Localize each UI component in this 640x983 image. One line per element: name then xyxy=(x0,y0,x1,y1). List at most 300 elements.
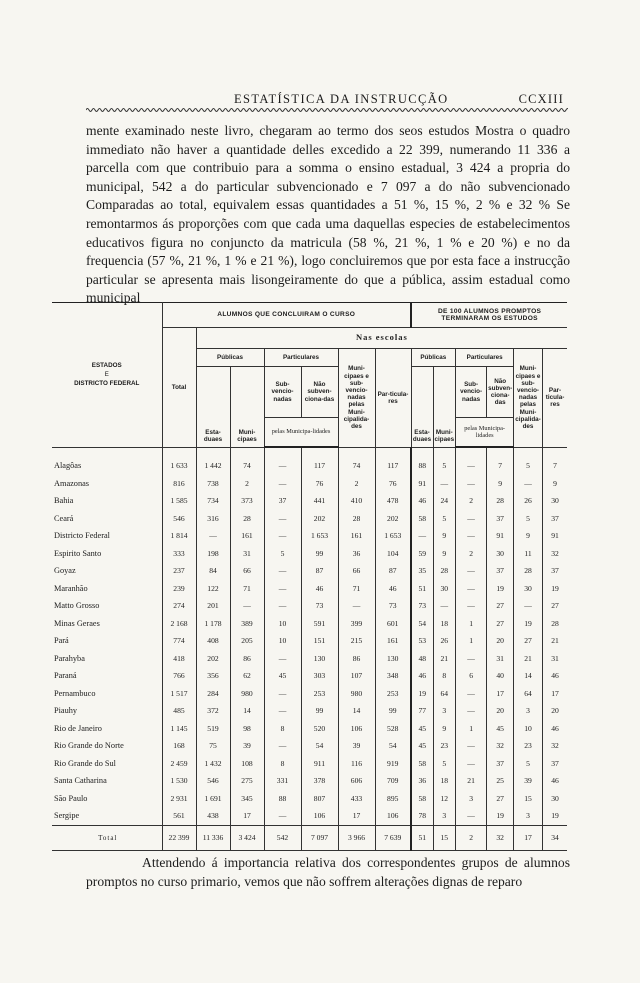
value-cell-muns: 39 xyxy=(338,737,375,755)
value-cell-p-est: — xyxy=(411,527,433,545)
value-cell-mun: 14 xyxy=(230,702,264,720)
value-cell-part: 87 xyxy=(375,562,411,580)
value-cell-muns: 980 xyxy=(338,685,375,703)
value-cell-muns: 399 xyxy=(338,615,375,633)
value-cell-est: 198 xyxy=(196,545,230,563)
value-cell-mun: 39 xyxy=(230,737,264,755)
value-cell-p-sub: — xyxy=(456,510,487,528)
table-row xyxy=(52,667,567,685)
header-subvencionadas: Sub-vencio-nadas xyxy=(264,367,301,418)
value-cell-p-sub: — xyxy=(456,807,487,825)
value-cell-p-part: 32 xyxy=(542,545,567,563)
state-name-cell: Rio Grande do Sul xyxy=(52,755,162,773)
value-cell-nsub: 46 xyxy=(301,580,338,598)
value-cell-sub: 10 xyxy=(264,632,301,650)
value-cell-mun: 373 xyxy=(230,492,264,510)
value-cell-part: 130 xyxy=(375,650,411,668)
value-cell-sub: — xyxy=(264,702,301,720)
value-cell-part: 104 xyxy=(375,545,411,563)
value-cell-nsub: 520 xyxy=(301,720,338,738)
value-cell-p-muns: 3 xyxy=(514,702,543,720)
value-cell-p-part: 37 xyxy=(542,562,567,580)
value-cell-p-est: 59 xyxy=(411,545,433,563)
value-cell-mun: 205 xyxy=(230,632,264,650)
value-cell-muns: 36 xyxy=(338,545,375,563)
value-cell-mun: 74 xyxy=(230,447,264,475)
header-p-subvencionadas: Sub-vencio-nadas xyxy=(456,367,487,418)
state-name-cell: Bahia xyxy=(52,492,162,510)
value-cell-nsub: 202 xyxy=(301,510,338,528)
value-cell-p-muns: 30 xyxy=(514,580,543,598)
table-row xyxy=(52,562,567,580)
value-cell-sub: — xyxy=(264,475,301,493)
value-cell-mun: 98 xyxy=(230,720,264,738)
value-cell-p-mun: 8 xyxy=(433,667,456,685)
state-name-cell: São Paulo xyxy=(52,790,162,808)
table-row xyxy=(52,772,567,790)
value-cell-p-part: 31 xyxy=(542,650,567,668)
value-cell-nsub: 99 xyxy=(301,702,338,720)
value-cell-part: 478 xyxy=(375,492,411,510)
value-cell-part: 348 xyxy=(375,667,411,685)
value-cell-p-sub: — xyxy=(456,527,487,545)
value-cell-muns: 161 xyxy=(338,527,375,545)
value-cell-p-mun: 9 xyxy=(433,720,456,738)
value-cell-mun: 389 xyxy=(230,615,264,633)
value-cell-nsub: 1 653 xyxy=(301,527,338,545)
header-states-line1: ESTADOS xyxy=(91,361,122,369)
value-cell-total: 1 145 xyxy=(162,720,196,738)
value-cell-muns: 17 xyxy=(338,807,375,825)
value-cell-total: 2 459 xyxy=(162,755,196,773)
value-cell-part: 601 xyxy=(375,615,411,633)
value-cell-sub: 37 xyxy=(264,492,301,510)
value-cell-mun: — xyxy=(230,597,264,615)
value-cell-p-nsub: 37 xyxy=(487,510,514,528)
value-cell-p-muns: — xyxy=(514,597,543,615)
value-cell-muns: 3 966 xyxy=(338,825,375,850)
value-cell-p-mun: 9 xyxy=(433,527,456,545)
value-cell-p-nsub: 20 xyxy=(487,632,514,650)
value-cell-nsub: 106 xyxy=(301,807,338,825)
value-cell-nsub: 441 xyxy=(301,492,338,510)
value-cell-part: 919 xyxy=(375,755,411,773)
value-cell-est: 519 xyxy=(196,720,230,738)
value-cell-est: 84 xyxy=(196,562,230,580)
header-p-particulares: Particulares xyxy=(456,349,514,367)
table-head xyxy=(52,303,567,448)
value-cell-p-est: 48 xyxy=(411,650,433,668)
value-cell-mun: 71 xyxy=(230,580,264,598)
value-cell-p-est: 45 xyxy=(411,737,433,755)
table-row xyxy=(52,737,567,755)
state-name-cell: Pará xyxy=(52,632,162,650)
value-cell-est: 75 xyxy=(196,737,230,755)
value-cell-p-muns: 26 xyxy=(514,492,543,510)
state-name-cell: Alagôas xyxy=(52,447,162,475)
value-cell-p-est: 58 xyxy=(411,510,433,528)
state-name-cell: Rio de Janeiro xyxy=(52,720,162,738)
value-cell-p-nsub: 7 xyxy=(487,447,514,475)
value-cell-nsub: 911 xyxy=(301,755,338,773)
value-cell-est: 316 xyxy=(196,510,230,528)
value-cell-total: 2 931 xyxy=(162,790,196,808)
value-cell-nsub: 130 xyxy=(301,650,338,668)
value-cell-est: 1 178 xyxy=(196,615,230,633)
value-cell-p-part: 28 xyxy=(542,615,567,633)
value-cell-p-part: 37 xyxy=(542,510,567,528)
value-cell-part: 253 xyxy=(375,685,411,703)
value-cell-p-mun: 9 xyxy=(433,545,456,563)
value-cell-p-mun: 21 xyxy=(433,650,456,668)
value-cell-p-part: 19 xyxy=(542,807,567,825)
value-cell-est: 372 xyxy=(196,702,230,720)
value-cell-est: 201 xyxy=(196,597,230,615)
value-cell-mun: 31 xyxy=(230,545,264,563)
state-name-cell: Minas Geraes xyxy=(52,615,162,633)
value-cell-muns: 106 xyxy=(338,720,375,738)
value-cell-sub: — xyxy=(264,597,301,615)
value-cell-part: 161 xyxy=(375,632,411,650)
value-cell-p-mun: 3 xyxy=(433,807,456,825)
value-cell-total: 418 xyxy=(162,650,196,668)
table-row xyxy=(52,720,567,738)
value-cell-est: 356 xyxy=(196,667,230,685)
value-cell-p-part: 46 xyxy=(542,772,567,790)
header-p-pelas-municipalidades: pelas Municipa-lidades xyxy=(456,418,514,448)
header-total: Total xyxy=(162,328,196,448)
value-cell-total: 1 633 xyxy=(162,447,196,475)
state-name-cell: Total xyxy=(52,825,162,850)
header-municipaes: Muni-cipaes xyxy=(230,367,264,448)
value-cell-p-sub: — xyxy=(456,475,487,493)
value-cell-p-mun: 5 xyxy=(433,447,456,475)
value-cell-p-est: 45 xyxy=(411,720,433,738)
header-nao-subvencionadas: Não subven-ciona-das xyxy=(301,367,338,418)
value-cell-p-mun: 64 xyxy=(433,685,456,703)
value-cell-p-est: 19 xyxy=(411,685,433,703)
value-cell-p-sub: — xyxy=(456,702,487,720)
value-cell-sub: 5 xyxy=(264,545,301,563)
value-cell-muns: 606 xyxy=(338,772,375,790)
value-cell-p-muns: 14 xyxy=(514,667,543,685)
value-cell-est: 11 336 xyxy=(196,825,230,850)
value-cell-est: 202 xyxy=(196,650,230,668)
value-cell-p-part: 46 xyxy=(542,720,567,738)
value-cell-p-muns: 17 xyxy=(514,825,543,850)
value-cell-muns: 433 xyxy=(338,790,375,808)
value-cell-p-sub: 1 xyxy=(456,720,487,738)
value-cell-total: 274 xyxy=(162,597,196,615)
value-cell-p-est: 51 xyxy=(411,580,433,598)
value-cell-p-part: 46 xyxy=(542,667,567,685)
value-cell-part: 709 xyxy=(375,772,411,790)
value-cell-p-est: 35 xyxy=(411,562,433,580)
value-cell-total: 1 814 xyxy=(162,527,196,545)
header-nas-escolas: Nas escolas xyxy=(196,328,567,349)
value-cell-muns: 74 xyxy=(338,447,375,475)
value-cell-total: 485 xyxy=(162,702,196,720)
value-cell-total: 1 585 xyxy=(162,492,196,510)
value-cell-part: 528 xyxy=(375,720,411,738)
state-name-cell: Piauhy xyxy=(52,702,162,720)
header-municipaes-subvencionadas: Muni-cipaes e sub-vencio-nadas pelas Muni-cipalida-des xyxy=(338,349,375,448)
value-cell-p-est: 88 xyxy=(411,447,433,475)
table-row xyxy=(52,527,567,545)
value-cell-p-mun: — xyxy=(433,597,456,615)
value-cell-p-part: 30 xyxy=(542,492,567,510)
value-cell-p-nsub: 30 xyxy=(487,545,514,563)
value-cell-muns: 107 xyxy=(338,667,375,685)
value-cell-p-mun: 24 xyxy=(433,492,456,510)
value-cell-part: 99 xyxy=(375,702,411,720)
value-cell-p-est: 46 xyxy=(411,667,433,685)
value-cell-mun: 3 424 xyxy=(230,825,264,850)
state-name-cell: Sergipe xyxy=(52,807,162,825)
value-cell-p-part: 27 xyxy=(542,597,567,615)
table-row xyxy=(52,447,567,475)
value-cell-p-sub: — xyxy=(456,755,487,773)
value-cell-p-mun: 23 xyxy=(433,737,456,755)
header-group-concluiram: ALUMNOS QUE CONCLUIRAM O CURSO xyxy=(162,303,411,328)
value-cell-p-muns: 11 xyxy=(514,545,543,563)
value-cell-p-sub: 21 xyxy=(456,772,487,790)
value-cell-p-sub: — xyxy=(456,562,487,580)
value-cell-part: 54 xyxy=(375,737,411,755)
body-paragraph-2: Attendendo á importancia relativa dos correspondentes grupos de alumnos promptos no curso primario, vemos que não soffrem alterações dignas de reparo xyxy=(86,855,570,889)
value-cell-p-nsub: 32 xyxy=(487,825,514,850)
value-cell-p-muns: 39 xyxy=(514,772,543,790)
value-cell-part: 76 xyxy=(375,475,411,493)
header-states xyxy=(52,303,162,448)
value-cell-sub: — xyxy=(264,447,301,475)
value-cell-p-mun: — xyxy=(433,475,456,493)
value-cell-nsub: 807 xyxy=(301,790,338,808)
value-cell-p-muns: 21 xyxy=(514,650,543,668)
value-cell-total: 1 517 xyxy=(162,685,196,703)
running-header xyxy=(86,90,568,112)
header-pelas-municipalidades: pelas Municipa-lidades xyxy=(264,418,338,448)
value-cell-p-muns: 10 xyxy=(514,720,543,738)
header-p-municipaes: Muni-cipaes xyxy=(433,367,456,448)
value-cell-sub: — xyxy=(264,807,301,825)
value-cell-nsub: 54 xyxy=(301,737,338,755)
value-cell-part: 106 xyxy=(375,807,411,825)
value-cell-p-part: 34 xyxy=(542,825,567,850)
table-row xyxy=(52,492,567,510)
value-cell-est: 438 xyxy=(196,807,230,825)
value-cell-muns: 14 xyxy=(338,702,375,720)
value-cell-p-muns: 3 xyxy=(514,807,543,825)
value-cell-nsub: 303 xyxy=(301,667,338,685)
state-name-cell: Districto Federal xyxy=(52,527,162,545)
value-cell-p-est: 91 xyxy=(411,475,433,493)
table-row xyxy=(52,685,567,703)
header-p-municipaes-subvencionadas: Muni-cipaes e sub-vencio-nadas pelas Muni-cipalida-des xyxy=(514,349,543,448)
value-cell-total: 774 xyxy=(162,632,196,650)
value-cell-p-sub: — xyxy=(456,650,487,668)
value-cell-total: 22 399 xyxy=(162,825,196,850)
value-cell-p-sub: — xyxy=(456,597,487,615)
value-cell-p-muns: 15 xyxy=(514,790,543,808)
value-cell-p-mun: 30 xyxy=(433,580,456,598)
value-cell-nsub: 117 xyxy=(301,447,338,475)
value-cell-mun: 108 xyxy=(230,755,264,773)
value-cell-sub: 542 xyxy=(264,825,301,850)
value-cell-est: 284 xyxy=(196,685,230,703)
value-cell-p-est: 54 xyxy=(411,615,433,633)
value-cell-p-nsub: 37 xyxy=(487,562,514,580)
statistics-table xyxy=(52,302,567,851)
value-cell-mun: 2 xyxy=(230,475,264,493)
value-cell-p-mun: 5 xyxy=(433,755,456,773)
value-cell-nsub: 151 xyxy=(301,632,338,650)
value-cell-est: — xyxy=(196,527,230,545)
header-estaduaes: Esta-duaes xyxy=(196,367,230,448)
value-cell-nsub: 87 xyxy=(301,562,338,580)
state-name-cell: Matto Grosso xyxy=(52,597,162,615)
value-cell-p-sub: 1 xyxy=(456,615,487,633)
table-row xyxy=(52,597,567,615)
value-cell-p-nsub: 25 xyxy=(487,772,514,790)
header-group-por100: DE 100 ALUMNOS PROMPTOS TERMINARAM OS ESTUDOS xyxy=(411,303,567,328)
table-row xyxy=(52,510,567,528)
value-cell-p-nsub: 19 xyxy=(487,580,514,598)
value-cell-p-mun: 18 xyxy=(433,772,456,790)
state-name-cell: Rio Grande do Norte xyxy=(52,737,162,755)
value-cell-p-part: 7 xyxy=(542,447,567,475)
value-cell-nsub: 99 xyxy=(301,545,338,563)
value-cell-total: 546 xyxy=(162,510,196,528)
value-cell-p-part: 21 xyxy=(542,632,567,650)
state-name-cell: Parahyba xyxy=(52,650,162,668)
value-cell-muns: 116 xyxy=(338,755,375,773)
value-cell-p-est: 77 xyxy=(411,702,433,720)
value-cell-p-est: 58 xyxy=(411,790,433,808)
value-cell-est: 546 xyxy=(196,772,230,790)
value-cell-total: 237 xyxy=(162,562,196,580)
state-name-cell: Amazonas xyxy=(52,475,162,493)
value-cell-p-nsub: 32 xyxy=(487,737,514,755)
value-cell-mun: 62 xyxy=(230,667,264,685)
value-cell-part: 117 xyxy=(375,447,411,475)
header-p-estaduaes: Esta-duaes xyxy=(411,367,433,448)
header-p-particulares-total: Par-ticula-res xyxy=(542,349,567,448)
value-cell-p-nsub: 91 xyxy=(487,527,514,545)
value-cell-sub: — xyxy=(264,580,301,598)
state-name-cell: Pernambuco xyxy=(52,685,162,703)
table-row xyxy=(52,650,567,668)
value-cell-sub: — xyxy=(264,510,301,528)
value-cell-p-part: 19 xyxy=(542,580,567,598)
value-cell-p-part: 91 xyxy=(542,527,567,545)
value-cell-p-est: 36 xyxy=(411,772,433,790)
value-cell-p-muns: 64 xyxy=(514,685,543,703)
value-cell-p-muns: 5 xyxy=(514,755,543,773)
value-cell-part: 46 xyxy=(375,580,411,598)
page-number: CCXIII xyxy=(518,92,564,106)
value-cell-p-sub: 3 xyxy=(456,790,487,808)
value-cell-est: 738 xyxy=(196,475,230,493)
value-cell-muns: 66 xyxy=(338,562,375,580)
value-cell-p-nsub: 27 xyxy=(487,597,514,615)
value-cell-muns: — xyxy=(338,597,375,615)
value-cell-total: 239 xyxy=(162,580,196,598)
value-cell-part: 73 xyxy=(375,597,411,615)
value-cell-mun: 66 xyxy=(230,562,264,580)
state-name-cell: Paraná xyxy=(52,667,162,685)
value-cell-sub: 45 xyxy=(264,667,301,685)
header-states-line2: E xyxy=(104,371,109,379)
value-cell-muns: 86 xyxy=(338,650,375,668)
value-cell-p-mun: 15 xyxy=(433,825,456,850)
table-row xyxy=(52,580,567,598)
value-cell-sub: 331 xyxy=(264,772,301,790)
value-cell-p-sub: 6 xyxy=(456,667,487,685)
value-cell-est: 122 xyxy=(196,580,230,598)
value-cell-nsub: 73 xyxy=(301,597,338,615)
value-cell-p-sub: 1 xyxy=(456,632,487,650)
value-cell-muns: 410 xyxy=(338,492,375,510)
table-row xyxy=(52,702,567,720)
running-title: ESTATÍSTICA DA INSTRUCÇÃO xyxy=(234,92,449,106)
value-cell-p-mun: 5 xyxy=(433,510,456,528)
table-row xyxy=(52,632,567,650)
value-cell-p-muns: 5 xyxy=(514,510,543,528)
table-row xyxy=(52,807,567,825)
value-cell-nsub: 253 xyxy=(301,685,338,703)
value-cell-sub: 88 xyxy=(264,790,301,808)
value-cell-p-nsub: 45 xyxy=(487,720,514,738)
value-cell-part: 202 xyxy=(375,510,411,528)
value-cell-nsub: 591 xyxy=(301,615,338,633)
value-cell-muns: 2 xyxy=(338,475,375,493)
value-cell-p-muns: 19 xyxy=(514,615,543,633)
value-cell-sub: 8 xyxy=(264,755,301,773)
value-cell-p-est: 58 xyxy=(411,755,433,773)
state-name-cell: Maranhão xyxy=(52,580,162,598)
value-cell-muns: 71 xyxy=(338,580,375,598)
wavy-rule xyxy=(86,106,568,114)
value-cell-sub: 10 xyxy=(264,615,301,633)
value-cell-muns: 215 xyxy=(338,632,375,650)
value-cell-total: 816 xyxy=(162,475,196,493)
value-cell-nsub: 7 097 xyxy=(301,825,338,850)
value-cell-p-est: 73 xyxy=(411,597,433,615)
value-cell-p-part: 17 xyxy=(542,685,567,703)
value-cell-p-muns: 9 xyxy=(514,527,543,545)
value-cell-p-part: 9 xyxy=(542,475,567,493)
value-cell-p-nsub: 9 xyxy=(487,475,514,493)
value-cell-nsub: 378 xyxy=(301,772,338,790)
value-cell-est: 1 432 xyxy=(196,755,230,773)
state-name-cell: Espirito Santo xyxy=(52,545,162,563)
value-cell-part: 895 xyxy=(375,790,411,808)
table-row xyxy=(52,615,567,633)
value-cell-p-sub: — xyxy=(456,685,487,703)
value-cell-p-nsub: 20 xyxy=(487,702,514,720)
header-particulares: Particulares xyxy=(264,349,338,367)
value-cell-p-nsub: 19 xyxy=(487,807,514,825)
value-cell-p-est: 51 xyxy=(411,825,433,850)
value-cell-est: 1 442 xyxy=(196,447,230,475)
value-cell-p-part: 20 xyxy=(542,702,567,720)
value-cell-mun: 980 xyxy=(230,685,264,703)
value-cell-sub: — xyxy=(264,737,301,755)
table-row xyxy=(52,475,567,493)
value-cell-p-muns: — xyxy=(514,475,543,493)
value-cell-p-sub: 2 xyxy=(456,492,487,510)
